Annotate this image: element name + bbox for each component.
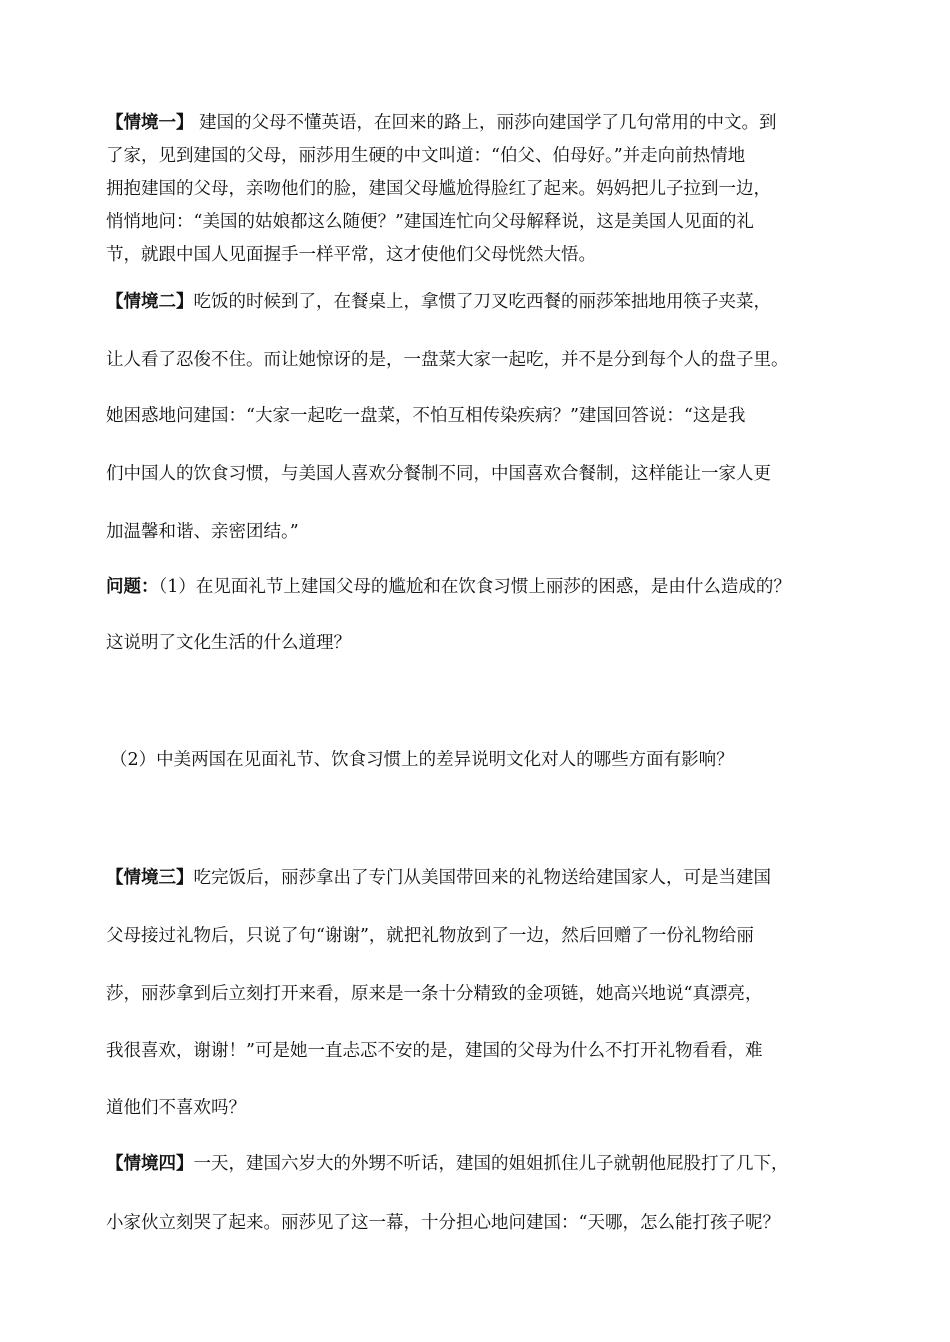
scenario2-line-3: 她困惑地问建国：“大家一起吃一盘菜，不怕互相传染疾病？”建国回答说：“这是我: [106, 406, 746, 426]
scenario1-line-4: 悄悄地问：“美国的姑娘都这么随便？”建国连忙向父母解释说，这是美国人见面的礼: [106, 212, 754, 232]
scenario3-line-4: 我很喜欢，谢谢！”可是她一直忐忑不安的是，建国的父母为什么不打开礼物看看，难: [106, 1041, 763, 1061]
scenario2-line-1: [106, 291, 771, 313]
scenario1-line-2: 了家，见到建国的父母，丽莎用生硬的中文叫道：“伯父、伯母好。”并走向前热情地: [106, 146, 746, 166]
scenario1-line-5: 节，就跟中国人见面握手一样平常，这才使他们父母恍然大悟。: [106, 245, 596, 265]
scenario3-text-1: 吃完饭后，丽莎拿出了专门从美国带回来的礼物送给建国家人，可是当建国: [193, 868, 771, 888]
scenario1-text-1: 建国的父母不懂英语，在回来的路上，丽莎向建国学了几句常用的中文。到: [193, 113, 777, 133]
scenario4-label: 【情境四】: [106, 1154, 194, 1174]
scenario2-label: 【情境二】: [106, 292, 194, 312]
question-2: （2）中美两国在见面礼节、饮食习惯上的差异说明文化对人的哪些方面有影响？: [110, 750, 734, 770]
question-1-text: （1）在见面礼节上建国父母的尴尬和在饮食习惯上丽莎的困惑，是由什么造成的？: [158, 577, 791, 597]
scenario3-line-3: 莎，丽莎拿到后立刻打开来看，原来是一条十分精致的金项链，她高兴地说“真漂亮，: [106, 984, 763, 1004]
question-line-1: [106, 576, 791, 598]
scenario4-line-1: [106, 1153, 789, 1175]
scenario1-line-3: 拥抱建国的父母，亲吻他们的脸，建国父母尴尬得脸红了起来。妈妈把儿子拉到一边，: [106, 179, 771, 199]
scenario1-line-1: [106, 112, 777, 134]
question-label: 问题：: [106, 577, 159, 597]
scenario3-line-5: 道他们不喜欢吗？: [106, 1098, 246, 1118]
scenario4-text-1: 一天，建国六岁大的外甥不听话，建国的姐姐抓住儿子就朝他屁股打了几下，: [193, 1154, 789, 1174]
scenario2-line-2: 让人看了忍俊不住。而让她惊讶的是，一盘菜大家一起吃，并不是分到每个人的盘子里。: [106, 350, 789, 370]
scenario3-label: 【情境三】: [106, 868, 194, 888]
question-line-2: 这说明了文化生活的什么道理？: [106, 633, 351, 653]
scenario2-text-1: 吃饭的时候到了，在餐桌上，拿惯了刀叉吃西餐的丽莎笨拙地用筷子夹菜，: [193, 292, 771, 312]
scenario2-line-5: 加温馨和谐、亲密团结。”: [106, 522, 299, 542]
scenario4-line-2: 小家伙立刻哭了起来。丽莎见了这一幕，十分担心地问建国：“天哪，怎么能打孩子呢？: [106, 1213, 780, 1233]
scenario1-label: 【情境一】: [106, 113, 194, 133]
scenario2-line-4: 们中国人的饮食习惯，与美国人喜欢分餐制不同，中国喜欢合餐制，这样能让一家人更: [106, 464, 771, 484]
scenario3-line-2: 父母接过礼物后，只说了句“谢谢”，就把礼物放到了一边，然后回赠了一份礼物给丽: [106, 926, 754, 946]
scenario3-line-1: [106, 867, 771, 889]
